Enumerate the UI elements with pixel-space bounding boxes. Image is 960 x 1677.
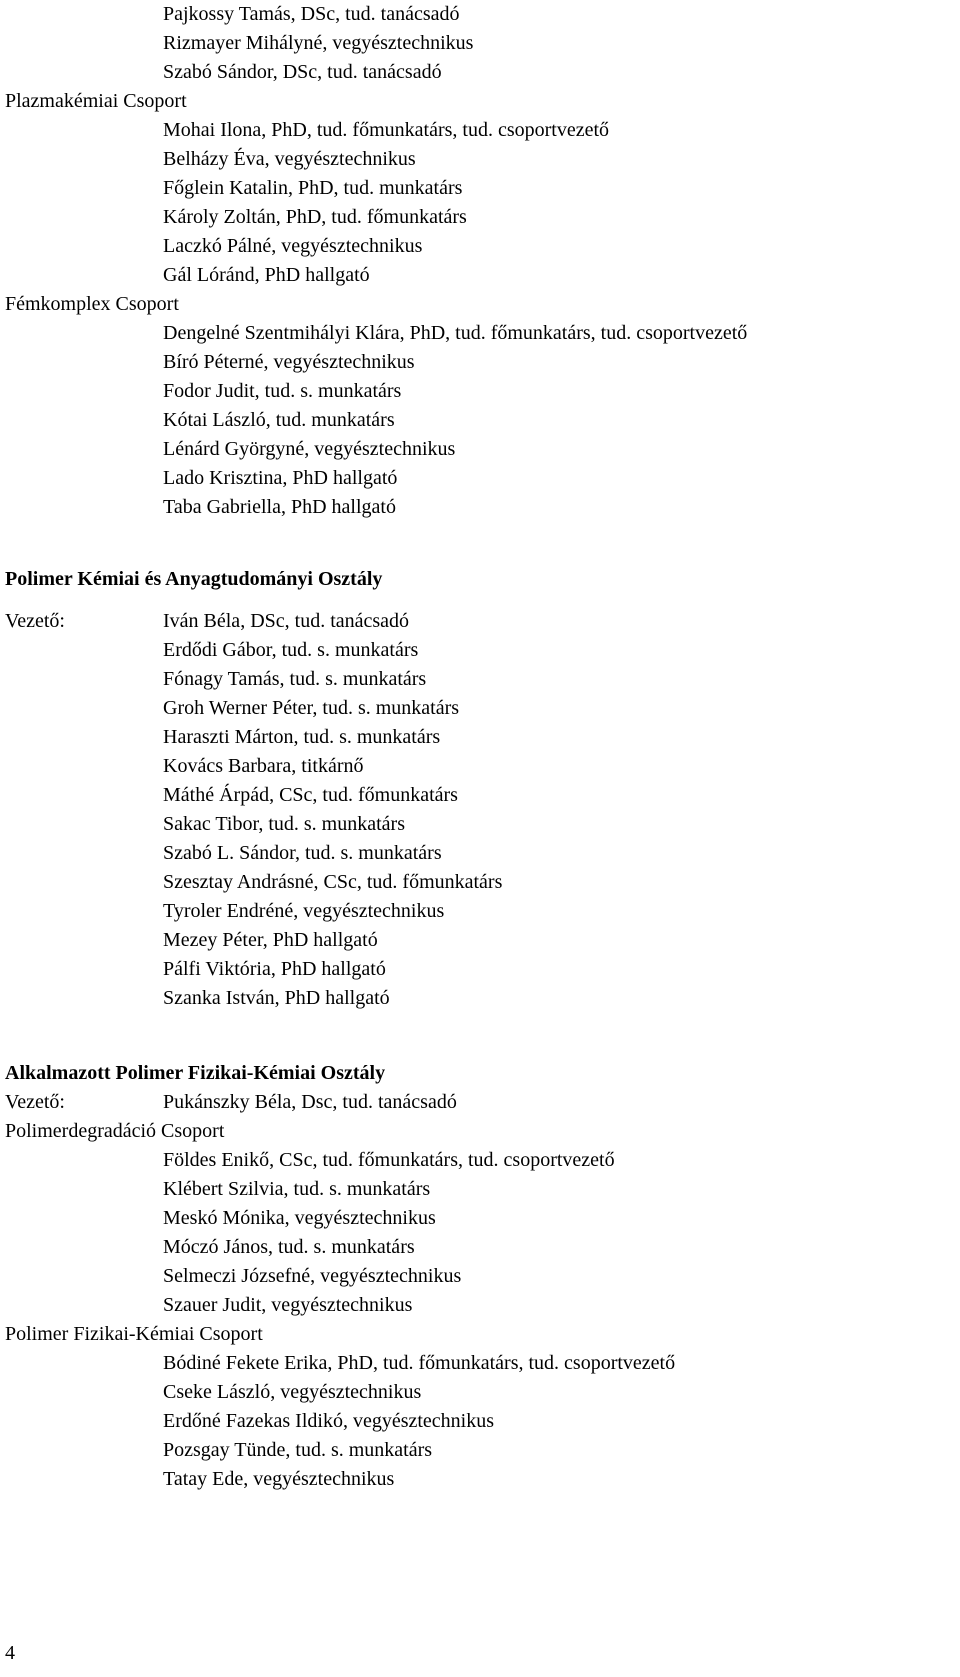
member-line: Szanka István, PhD hallgató xyxy=(163,987,390,1009)
member-line: Mohai Ilona, PhD, tud. főmunkatárs, tud. csoportvezető xyxy=(163,119,610,141)
member-line: Pálfi Viktória, PhD hallgató xyxy=(163,958,386,980)
member-line: Kovács Barbara, titkárnő xyxy=(163,755,364,777)
group-name: Polimerdegradáció Csoport xyxy=(5,1120,225,1142)
member-line: Meskó Mónika, vegyésztechnikus xyxy=(163,1207,436,1229)
member-line: Szauer Judit, vegyésztechnikus xyxy=(163,1294,413,1316)
department-title: Polimer Kémiai és Anyagtudományi Osztály xyxy=(5,568,383,590)
member-line: Máthé Árpád, CSc, tud. főmunkatárs xyxy=(163,784,458,806)
member-line: Klébert Szilvia, tud. s. munkatárs xyxy=(163,1178,431,1200)
member-line: Pozsgay Tünde, tud. s. munkatárs xyxy=(163,1439,433,1461)
member-line: Tatay Ede, vegyésztechnikus xyxy=(163,1468,395,1490)
member-line: Lénárd Györgyné, vegyésztechnikus xyxy=(163,438,456,460)
leader-label: Vezető: xyxy=(5,610,65,632)
group-name: Fémkomplex Csoport xyxy=(5,293,179,315)
member-line: Gál Lóránd, PhD hallgató xyxy=(163,264,370,286)
department-leader: Pukánszky Béla, Dsc, tud. tanácsadó xyxy=(163,1091,457,1113)
member-line: Lado Krisztina, PhD hallgató xyxy=(163,467,398,489)
member-line: Mezey Péter, PhD hallgató xyxy=(163,929,378,951)
department-title: Alkalmazott Polimer Fizikai-Kémiai Osztály xyxy=(5,1062,386,1084)
member-line: Fodor Judit, tud. s. munkatárs xyxy=(163,380,402,402)
member-line: Iván Béla, DSc, tud. tanácsadó xyxy=(163,610,410,632)
member-line: Földes Enikő, CSc, tud. főmunkatárs, tud. csoportvezető xyxy=(163,1149,615,1171)
member-line: Selmeczi Józsefné, vegyésztechnikus xyxy=(163,1265,462,1287)
group-name: Polimer Fizikai-Kémiai Csoport xyxy=(5,1323,263,1345)
member-line: Főglein Katalin, PhD, tud. munkatárs xyxy=(163,177,463,199)
member-line: Sakac Tibor, tud. s. munkatárs xyxy=(163,813,405,835)
member-line: Cseke László, vegyésztechnikus xyxy=(163,1381,422,1403)
member-line: Rizmayer Mihályné, vegyésztechnikus xyxy=(163,32,474,54)
member-line: Groh Werner Péter, tud. s. munkatárs xyxy=(163,697,460,719)
member-line: Móczó János, tud. s. munkatárs xyxy=(163,1236,415,1258)
member-line: Szabó Sándor, DSc, tud. tanácsadó xyxy=(163,61,442,83)
member-line: Fónagy Tamás, tud. s. munkatárs xyxy=(163,668,427,690)
member-line: Szabó L. Sándor, tud. s. munkatárs xyxy=(163,842,442,864)
member-line: Dengelné Szentmihályi Klára, PhD, tud. főmunkatárs, tud. csoportvezető xyxy=(163,322,748,344)
member-line: Kótai László, tud. munkatárs xyxy=(163,409,395,431)
member-line: Belházy Éva, vegyésztechnikus xyxy=(163,148,416,170)
leader-label: Vezető: xyxy=(5,1091,65,1113)
member-line: Erdődi Gábor, tud. s. munkatárs xyxy=(163,639,419,661)
member-line: Szesztay Andrásné, CSc, tud. főmunkatárs xyxy=(163,871,503,893)
group-name: Plazmakémiai Csoport xyxy=(5,90,187,112)
member-line: Taba Gabriella, PhD hallgató xyxy=(163,496,396,518)
member-line: Bódiné Fekete Erika, PhD, tud. főmunkatárs, tud. csoportvezető xyxy=(163,1352,676,1374)
member-line: Bíró Péterné, vegyésztechnikus xyxy=(163,351,415,373)
page-number: 4 xyxy=(5,1642,15,1664)
member-line: Laczkó Pálné, vegyésztechnikus xyxy=(163,235,423,257)
member-line: Haraszti Márton, tud. s. munkatárs xyxy=(163,726,441,748)
member-line: Károly Zoltán, PhD, tud. főmunkatárs xyxy=(163,206,467,228)
member-line: Tyroler Endréné, vegyésztechnikus xyxy=(163,900,445,922)
member-line: Pajkossy Tamás, DSc, tud. tanácsadó xyxy=(163,3,460,25)
member-line: Erdőné Fazekas Ildikó, vegyésztechnikus xyxy=(163,1410,495,1432)
